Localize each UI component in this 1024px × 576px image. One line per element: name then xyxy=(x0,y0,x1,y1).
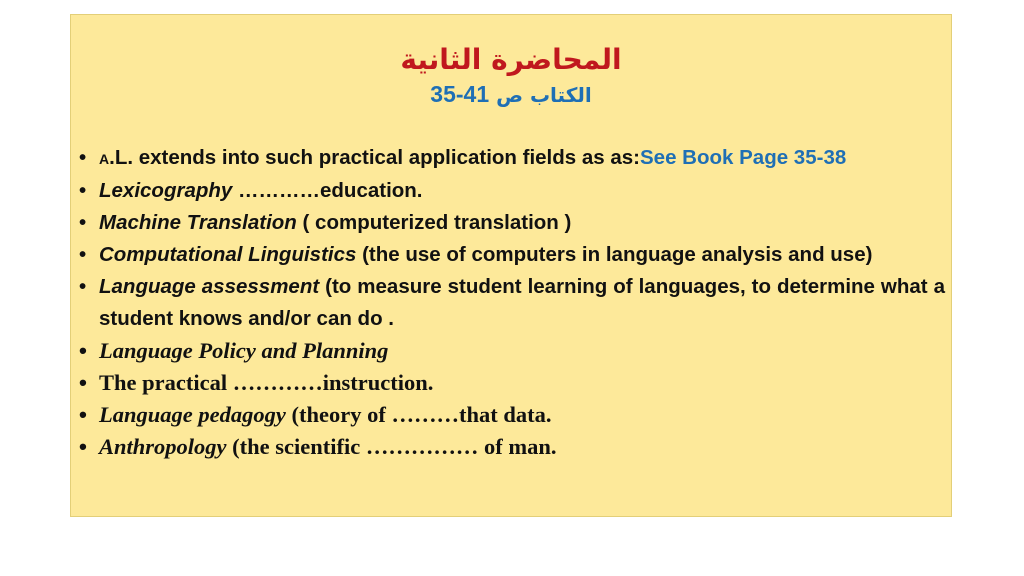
bullet-dot: • xyxy=(79,402,87,427)
bullet-term: Lexicography xyxy=(99,179,233,202)
bullet-dot: • xyxy=(79,179,87,202)
list-item xyxy=(79,367,945,399)
book-reference-link: See Book Page 35-38 xyxy=(640,146,847,169)
bullet-term: Machine Translation xyxy=(99,211,297,234)
bullet-text: (to measure student learning of languages, to determine what a student knows and/or can do . xyxy=(99,275,945,330)
slide-subtitle xyxy=(71,81,951,108)
bullet-dot: • xyxy=(79,243,87,266)
list-item xyxy=(79,271,945,335)
bullet-dot: • xyxy=(79,211,87,234)
list-item xyxy=(79,207,945,239)
list-item xyxy=(79,175,945,207)
bullet-term: Language Policy and Planning xyxy=(99,338,389,363)
list-item xyxy=(79,399,945,431)
bullet-list xyxy=(79,142,945,463)
subtitle-page-range: 35-41 xyxy=(430,81,490,107)
bullet-term: Language pedagogy xyxy=(99,402,286,427)
bullet-text: The practical …………instruction. xyxy=(99,370,434,395)
subtitle-book-page: الكتاب ص xyxy=(489,83,592,107)
bullet-dot: • xyxy=(79,146,87,169)
bullet-dot: • xyxy=(79,275,87,298)
bullet-text: (the use of computers in language analysis and use) xyxy=(356,243,873,266)
bullet-text: ( computerized translation ) xyxy=(296,211,572,234)
bullet-prefix: A xyxy=(99,151,110,167)
bullet-dot: • xyxy=(79,434,87,459)
slide-panel xyxy=(70,14,952,517)
bullet-text: .L. extends into such practical application fields as as: xyxy=(109,146,640,169)
list-item xyxy=(79,239,945,271)
list-item xyxy=(79,335,945,367)
list-item xyxy=(79,142,945,175)
bullet-term: Language assessment xyxy=(99,275,320,298)
bullet-text: …………education. xyxy=(232,179,423,202)
bullet-term: Anthropology xyxy=(99,434,227,459)
list-item xyxy=(79,431,945,463)
bullet-dot: • xyxy=(79,370,87,395)
bullet-term: Computational Linguistics xyxy=(99,243,357,266)
bullet-dot: • xyxy=(79,338,87,363)
bullet-text: (the scientific …………… of man. xyxy=(226,434,557,459)
bullet-text: (theory of ………that data. xyxy=(285,402,552,427)
slide-title: المحاضرة الثانية xyxy=(400,43,622,76)
